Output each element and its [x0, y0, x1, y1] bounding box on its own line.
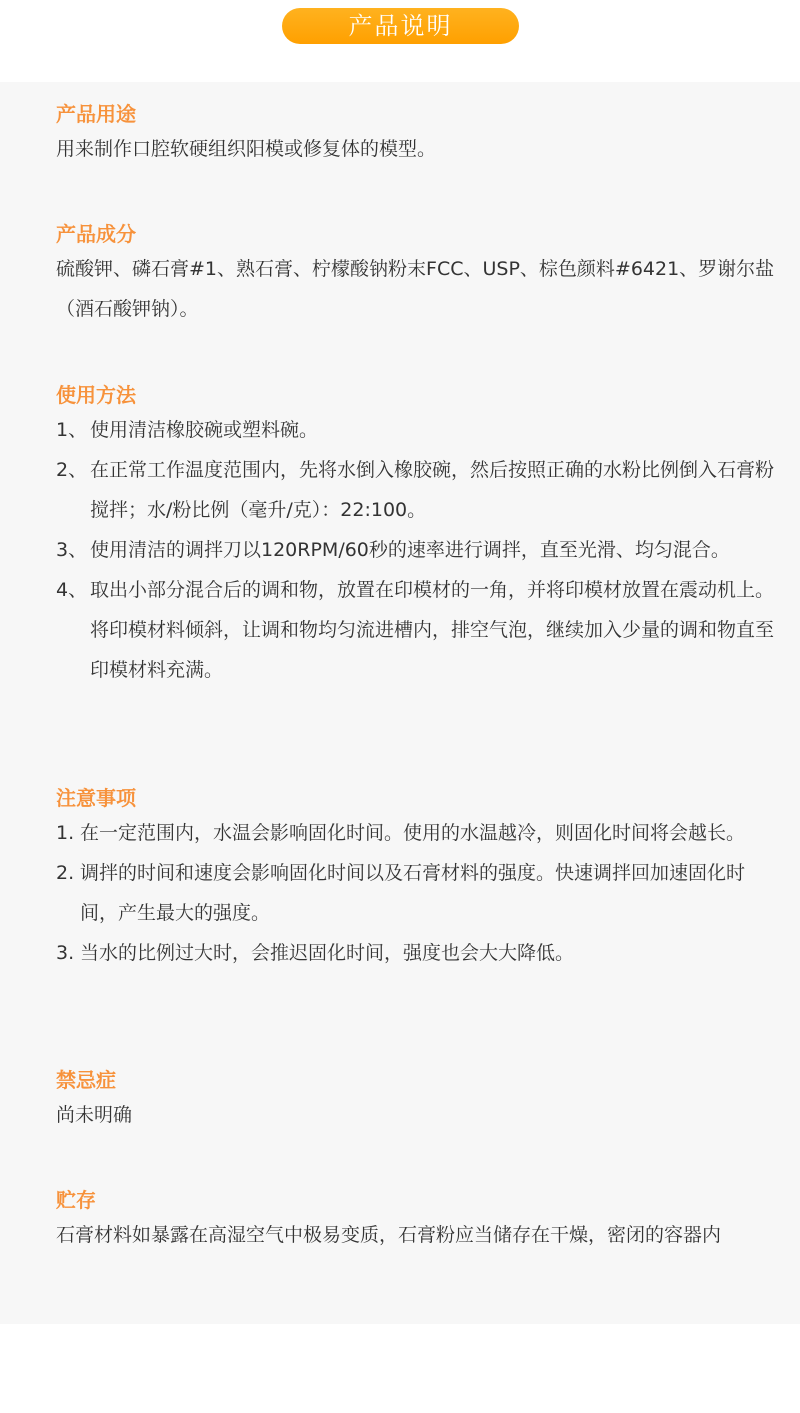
- content-panel: [0, 82, 800, 1324]
- section-ingredients: [56, 219, 776, 329]
- list-item: [56, 530, 776, 570]
- list-item-number: 1.: [56, 822, 75, 844]
- list-item-number: 2.: [56, 862, 75, 884]
- list-item: [56, 570, 776, 690]
- list-item-text: 使用清洁橡胶碗或塑料碗。: [90, 419, 319, 441]
- list-item-text: 调拌的时间和速度会影响固化时间以及石膏材料的强度。快速调拌回加速固化时间，产生最大的强度。: [80, 862, 746, 924]
- section-title-storage: 贮存: [56, 1188, 96, 1212]
- list-item-text: 当水的比例过大时，会推迟固化时间，强度也会大大降低。: [80, 942, 575, 964]
- storage-text: 石膏材料如暴露在高湿空气中极易变质，石膏粉应当储存在干燥，密闭的容器内: [56, 1224, 722, 1246]
- section-storage: [56, 1185, 776, 1255]
- list-item-number: 3、: [56, 539, 88, 561]
- ingredients-text: 硫酸钾、磷石膏#1、熟石膏、柠檬酸钠粉末FCC、USP、棕色颜料#6421、罗谢尔盐（酒石酸钾钠）。: [56, 258, 775, 320]
- list-item-number: 3.: [56, 942, 75, 964]
- contraindications-text: 尚未明确: [56, 1104, 133, 1126]
- list-item: [56, 450, 776, 530]
- list-item-number: 4、: [56, 579, 88, 601]
- list-item: [56, 813, 776, 853]
- list-item-text: 在正常工作温度范围内，先将水倒入橡胶碗，然后按照正确的水粉比例倒入石膏粉搅拌；水/粉比例（毫升/克）：22:100。: [90, 459, 775, 521]
- section-title-method: 使用方法: [56, 383, 136, 407]
- list-item: [56, 853, 776, 933]
- section-contraindications: [56, 1065, 776, 1135]
- page-title: 产品说明: [282, 8, 519, 44]
- list-item: [56, 933, 776, 973]
- list-item-number: 2、: [56, 459, 88, 481]
- section-method: [56, 380, 776, 690]
- section-title-ingredients: 产品成分: [56, 222, 136, 246]
- section-title-contraindications: 禁忌症: [56, 1068, 116, 1092]
- header: [0, 0, 800, 82]
- section-title-notes: 注意事项: [56, 786, 136, 810]
- list-item: [56, 410, 776, 450]
- usage-text: 用来制作口腔软硬组织阳模或修复体的模型。: [56, 138, 437, 160]
- list-item-text: 在一定范围内，水温会影响固化时间。使用的水温越冷，则固化时间将会越长。: [80, 822, 746, 844]
- list-item-text: 取出小部分混合后的调和物，放置在印模材的一角，并将印模材放置在震动机上。将印模材料倾斜，让调和物均匀流进槽内，排空气泡，继续加入少量的调和物直至印模材料充满。: [90, 579, 775, 681]
- section-notes: [56, 783, 776, 973]
- list-item-text: 使用清洁的调拌刀以120RPM/60秒的速率进行调拌，直至光滑、均匀混合。: [90, 539, 730, 561]
- section-usage: [56, 99, 776, 169]
- list-item-number: 1、: [56, 419, 88, 441]
- section-title-usage: 产品用途: [56, 102, 136, 126]
